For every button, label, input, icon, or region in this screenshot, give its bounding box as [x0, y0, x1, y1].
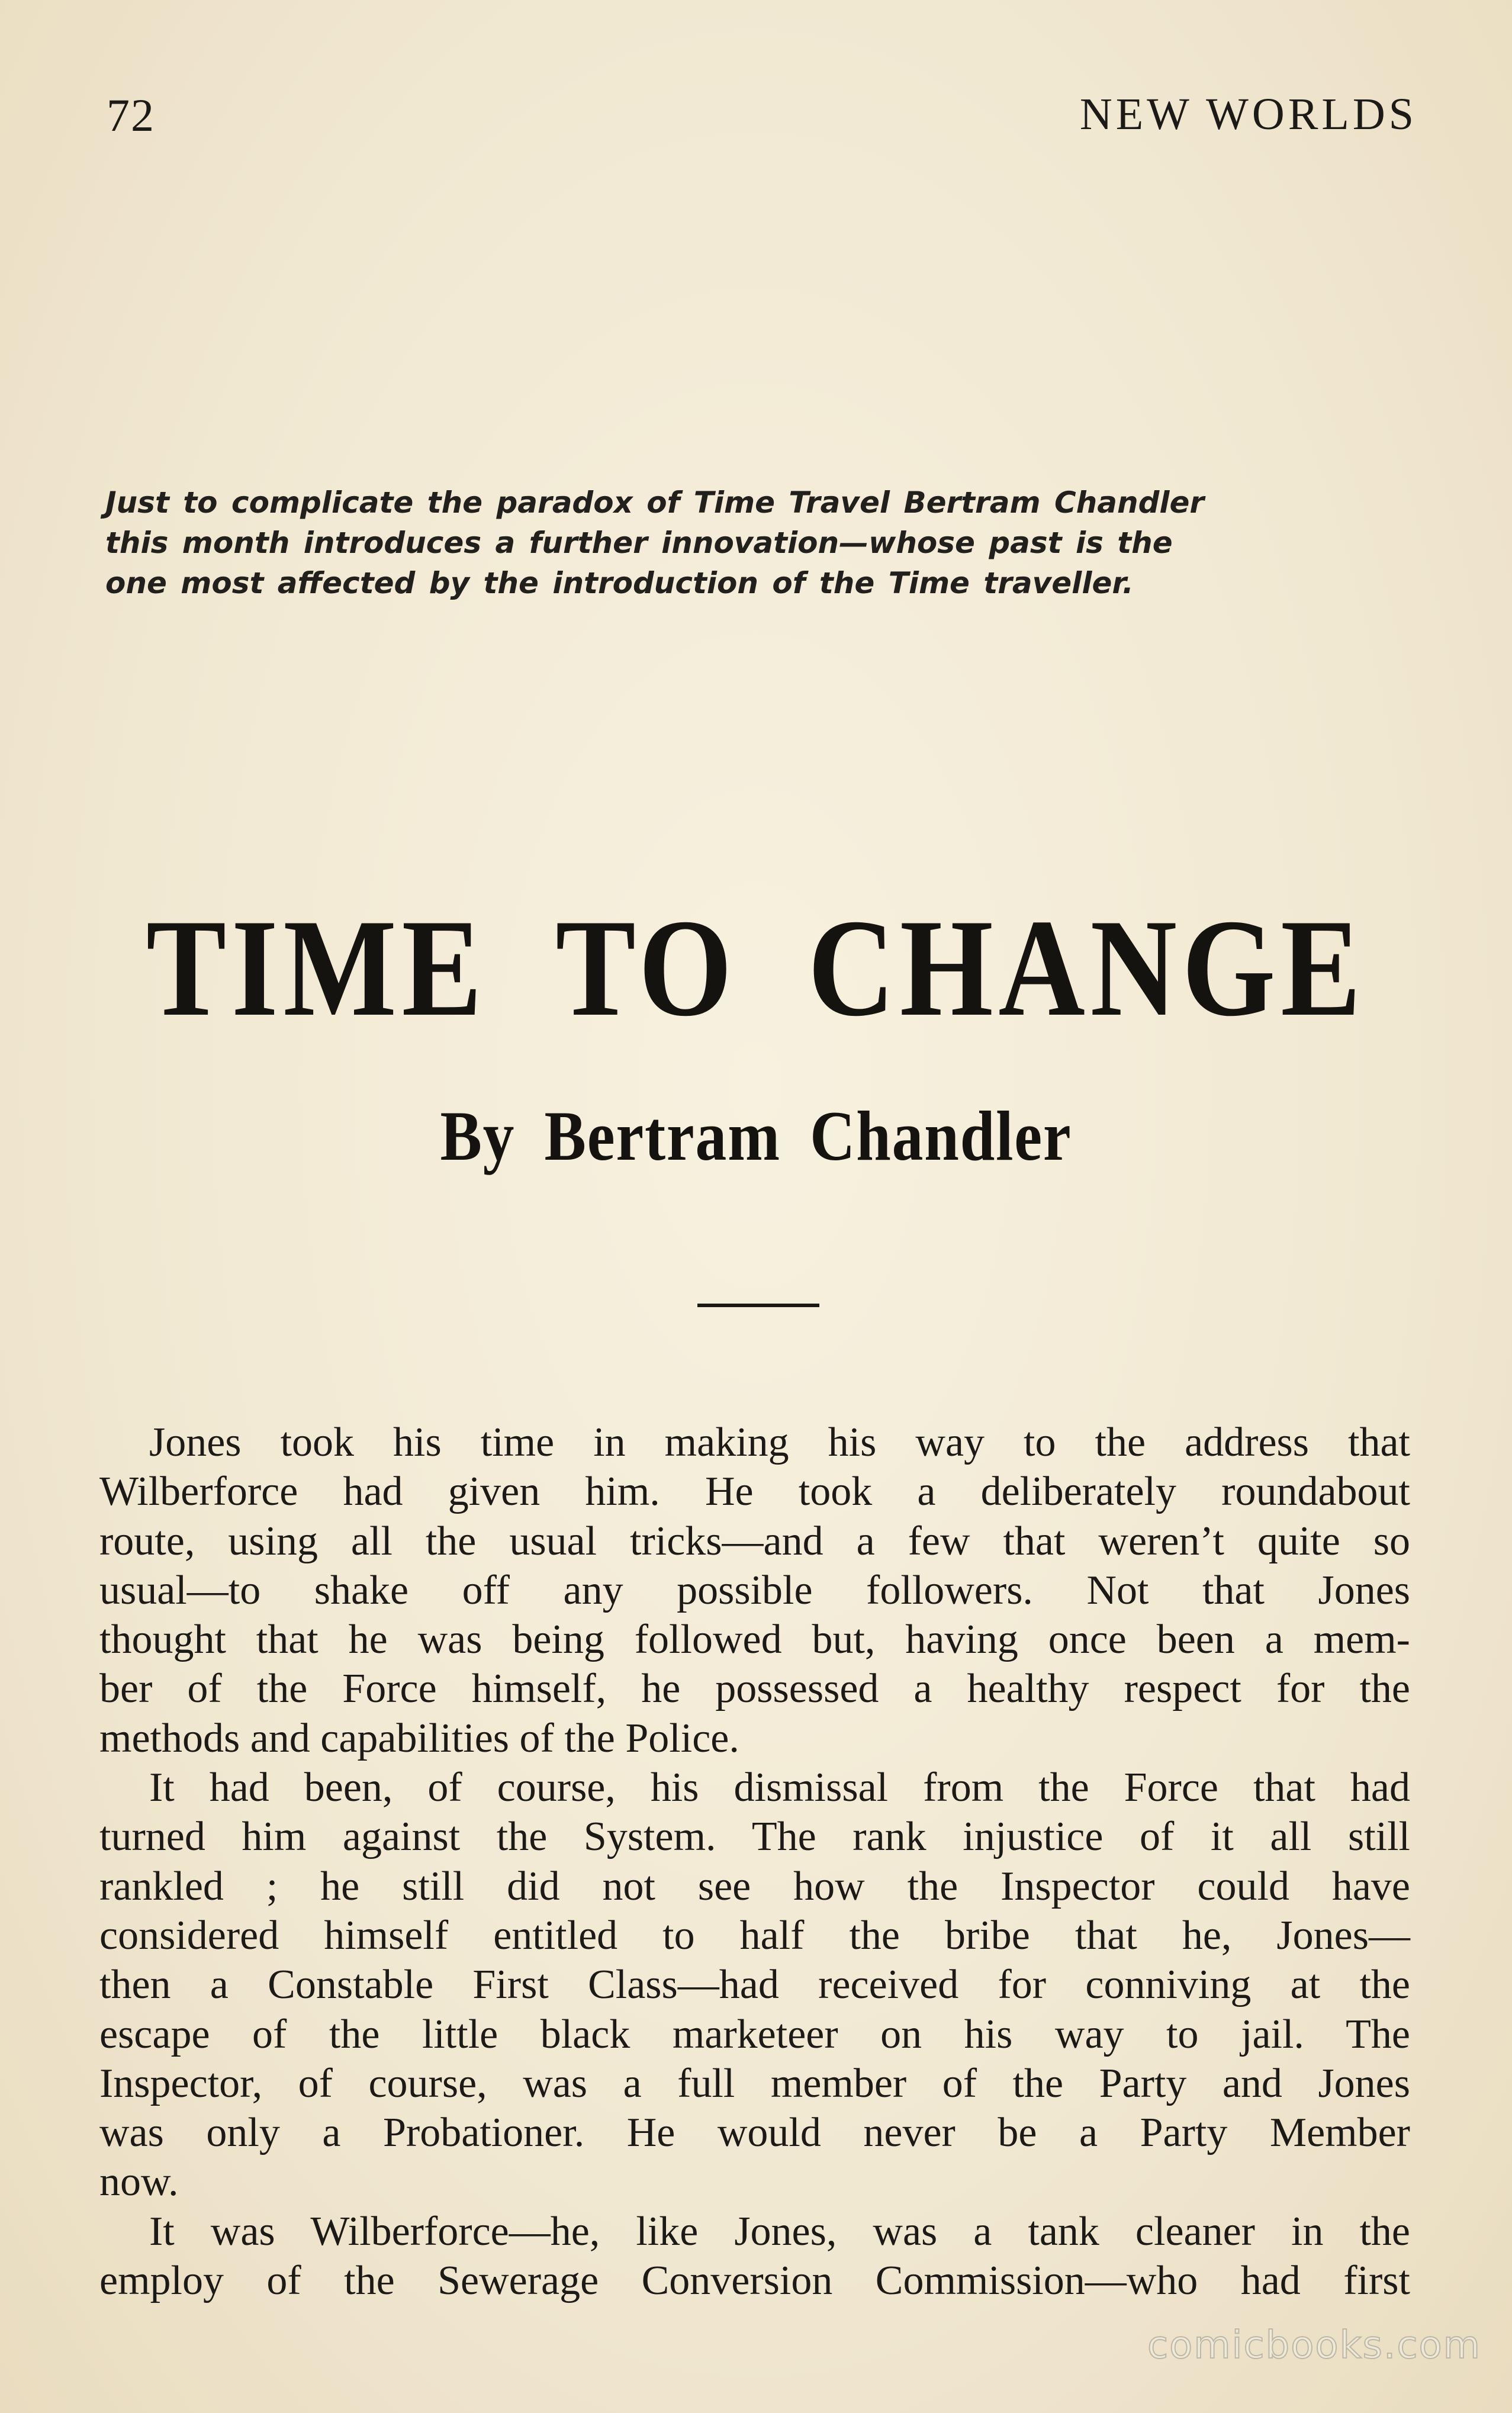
body-line: turned him against the System. The rank injustice of it all still — [99, 1814, 1410, 1860]
body-line: then a Constable First Class—had received for conniving at the — [99, 1962, 1410, 2008]
body-line: was only a Probationer. He would never be a Party Member — [99, 2110, 1410, 2156]
body-line: considered himself entitled to half the bribe that he, Jones— — [99, 1912, 1410, 1958]
story-body — [99, 1418, 1410, 2305]
body-line: now. — [99, 2159, 179, 2205]
story-title: TIME TO CHANGE — [146, 891, 1366, 1045]
body-line: employ of the Sewerage Conversion Commission—who had first — [99, 2258, 1410, 2304]
story-intro — [105, 482, 1205, 603]
body-line: thought that he was being followed but, having once been a mem- — [99, 1617, 1410, 1663]
running-head: NEW WORLDS — [1079, 89, 1417, 139]
paragraph-1 — [99, 1418, 1410, 1763]
intro-line: one most affected by the introduction of the Time traveller. — [105, 566, 1134, 600]
body-line: escape of the little black marketeer on his way to jail. The — [99, 2011, 1410, 2057]
body-line: rankled ; he still did not see how the Inspector could have — [99, 1863, 1410, 1909]
body-line: It was Wilberforce—he, like Jones, was a tank cleaner in the — [149, 2208, 1410, 2254]
intro-line: Just to complicate the paradox of Time Travel Bertram Chandler — [105, 485, 1205, 520]
story-byline: By Bertram Chandler — [440, 1096, 1072, 1175]
page-number: 72 — [107, 89, 155, 141]
body-line: Wilberforce had given him. He took a deliberately roundabout — [99, 1469, 1410, 1515]
section-divider — [697, 1304, 819, 1307]
body-line: route, using all the usual tricks—and a few that weren’t quite so — [99, 1518, 1410, 1564]
watermark-logo: comicbooks.com — [1147, 2324, 1481, 2367]
body-line: ber of the Force himself, he possessed a healthy respect for the — [99, 1666, 1410, 1712]
body-line: Inspector, of course, was a full member of the Party and Jones — [99, 2060, 1410, 2106]
paragraph-3 — [99, 2207, 1410, 2306]
body-line: It had been, of course, his dismissal from the Force that had — [149, 1765, 1410, 1811]
paragraph-2 — [99, 1763, 1410, 2207]
body-line: Jones took his time in making his way to the address that — [149, 1420, 1410, 1465]
body-line: usual—to shake off any possible followers. Not that Jones — [99, 1567, 1410, 1613]
intro-line: this month introduces a further innovation—whose past is the — [105, 526, 1173, 560]
page-header — [107, 89, 1417, 154]
body-line: methods and capabilities of the Police. — [99, 1715, 739, 1761]
